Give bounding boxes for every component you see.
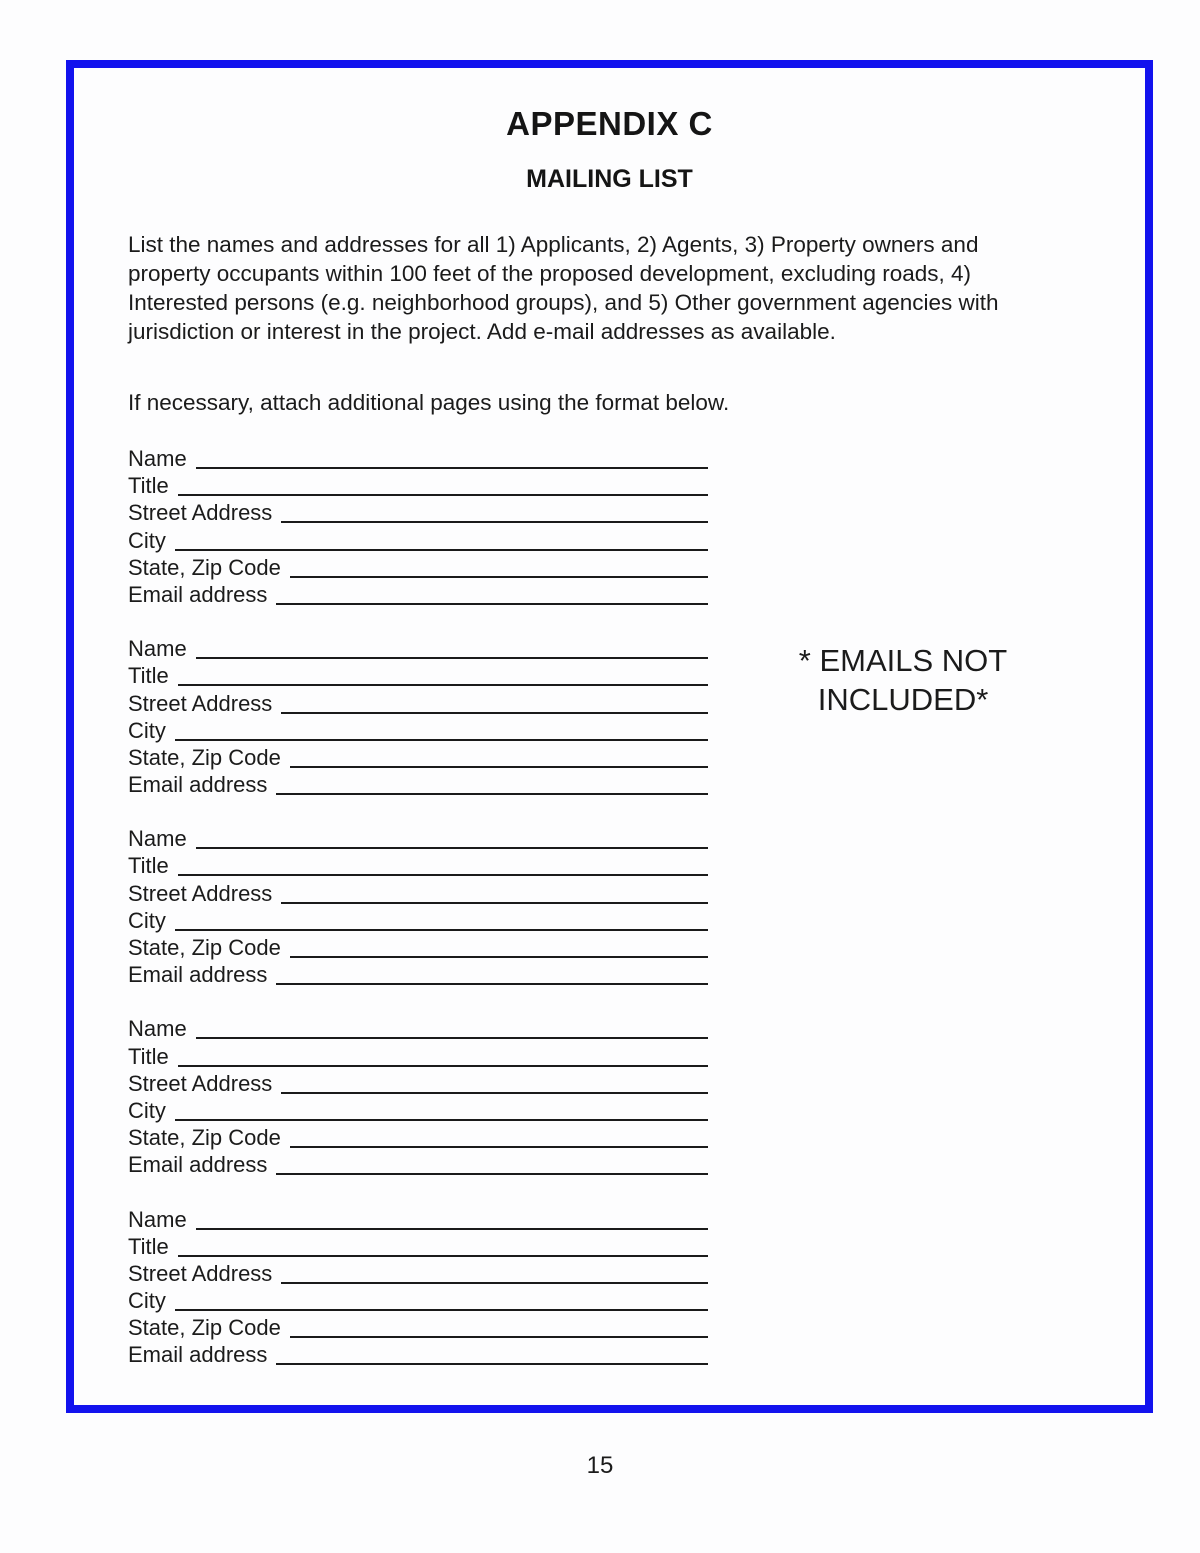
blank-fill-line [290, 1318, 708, 1338]
field-label-title: Title [128, 1233, 169, 1259]
field-label-name: Name [128, 636, 187, 662]
field-label-title: Title [128, 1043, 169, 1069]
form-field-row [128, 745, 708, 772]
emails-not-included-note [778, 641, 1028, 719]
form-field-row [128, 1044, 708, 1071]
blank-fill-line [196, 829, 708, 849]
field-label-city: City [128, 1288, 166, 1314]
blank-fill-line [290, 1128, 708, 1148]
blank-fill-line [276, 1345, 708, 1365]
instruction-paragraph: If necessary, attach additional pages using the format below. [128, 390, 730, 415]
blank-fill-line [175, 721, 708, 741]
field-label-email-address: Email address [128, 581, 268, 607]
form-field-row [128, 1342, 708, 1369]
form-field-row [128, 528, 708, 555]
emails-note-line-1: * EMAILS NOT [798, 643, 1008, 678]
field-label-street-address: Street Address [128, 1070, 273, 1096]
mailing-entry-block [128, 826, 1145, 989]
field-label-email-address: Email address [128, 1152, 268, 1178]
mailing-entry-block [128, 1207, 1145, 1370]
field-label-street-address: Street Address [128, 880, 273, 906]
field-label-state-zip-code: State, Zip Code [128, 935, 281, 960]
form-field-row [128, 881, 708, 908]
mailing-entry-block [128, 446, 1145, 609]
blank-fill-line [290, 938, 708, 958]
form-field-row [128, 663, 708, 690]
form-field-row [128, 772, 708, 799]
blank-fill-line [196, 639, 708, 659]
mailing-list-subtitle: MAILING LIST [526, 165, 693, 193]
blank-fill-line [281, 1264, 708, 1284]
page-number: 15 [586, 1452, 614, 1479]
form-field-row [128, 500, 708, 527]
form-field-row [128, 826, 708, 853]
blank-fill-line [175, 1101, 708, 1121]
form-field-row [128, 1288, 708, 1315]
field-label-name: Name [128, 1016, 187, 1042]
field-label-state-zip-code: State, Zip Code [128, 1125, 281, 1151]
mailing-list-form [128, 446, 1145, 1370]
form-field-row [128, 1098, 708, 1125]
field-label-state-zip-code: State, Zip Code [128, 554, 281, 580]
field-label-state-zip-code: State, Zip Code [128, 744, 281, 770]
form-field-row [128, 582, 708, 609]
field-label-email-address: Email address [128, 962, 268, 988]
blank-fill-line [175, 531, 708, 551]
blank-fill-line [281, 503, 708, 523]
form-field-row [128, 1315, 708, 1342]
blank-fill-line [175, 911, 708, 931]
form-field-row [128, 636, 708, 663]
field-label-state-zip-code: State, Zip Code [128, 1315, 281, 1341]
form-field-row [128, 1261, 708, 1288]
field-label-city: City [128, 907, 166, 933]
form-field-row [128, 446, 708, 473]
blank-fill-line [290, 748, 708, 768]
blank-fill-line [276, 1155, 708, 1175]
blank-fill-line [281, 1074, 708, 1094]
form-field-row [128, 473, 708, 500]
blank-fill-line [276, 965, 708, 985]
blank-fill-line [175, 1291, 708, 1311]
emails-note-line-2: INCLUDED* [817, 682, 989, 717]
form-field-row [128, 1152, 708, 1179]
form-field-row [128, 1234, 708, 1261]
page-border-frame [66, 60, 1153, 1413]
form-field-row [128, 1125, 708, 1152]
field-label-city: City [128, 1097, 166, 1123]
form-field-row [128, 908, 708, 935]
field-label-title: Title [128, 473, 169, 499]
field-label-name: Name [128, 1206, 187, 1232]
form-field-row [128, 1207, 708, 1234]
blank-fill-line [196, 449, 708, 469]
form-field-row [128, 853, 708, 880]
field-label-title: Title [128, 663, 169, 689]
blank-fill-line [276, 585, 708, 605]
form-field-row [128, 1071, 708, 1098]
blank-fill-line [281, 694, 708, 714]
field-label-title: Title [128, 853, 169, 879]
appendix-title: APPENDIX C [506, 105, 713, 142]
form-field-row [128, 555, 708, 582]
blank-fill-line [178, 476, 708, 496]
field-label-name: Name [128, 826, 187, 852]
page-content [74, 105, 1145, 1442]
form-field-row [128, 691, 708, 718]
blank-fill-line [196, 1210, 708, 1230]
blank-fill-line [178, 1237, 708, 1257]
form-field-row [128, 935, 708, 962]
blank-fill-line [281, 884, 708, 904]
blank-fill-line [276, 775, 708, 795]
blank-fill-line [178, 856, 708, 876]
mailing-entry-block [128, 1016, 1145, 1179]
blank-fill-line [178, 1047, 708, 1067]
field-label-name: Name [128, 446, 187, 471]
form-field-row [128, 718, 708, 745]
field-label-city: City [128, 717, 166, 743]
field-label-street-address: Street Address [128, 500, 273, 526]
form-field-row [128, 962, 708, 989]
blank-fill-line [196, 1019, 708, 1039]
blank-fill-line [178, 666, 708, 686]
blank-fill-line [290, 558, 708, 578]
intro-paragraph: List the names and addresses for all 1) Applicants, 2) Agents, 3) Property owners and property occupants within 100 feet of the proposed development, excluding roads, 4) Interested persons (e.g. neighborhood groups), and 5) Other government agencies with jurisdiction or interest in the project. Add e-mail addresses as available. [128, 232, 999, 344]
field-label-city: City [128, 527, 166, 553]
field-label-email-address: Email address [128, 1342, 268, 1368]
field-label-email-address: Email address [128, 772, 268, 798]
field-label-street-address: Street Address [128, 690, 273, 716]
field-label-street-address: Street Address [128, 1260, 273, 1286]
form-field-row [128, 1016, 708, 1043]
